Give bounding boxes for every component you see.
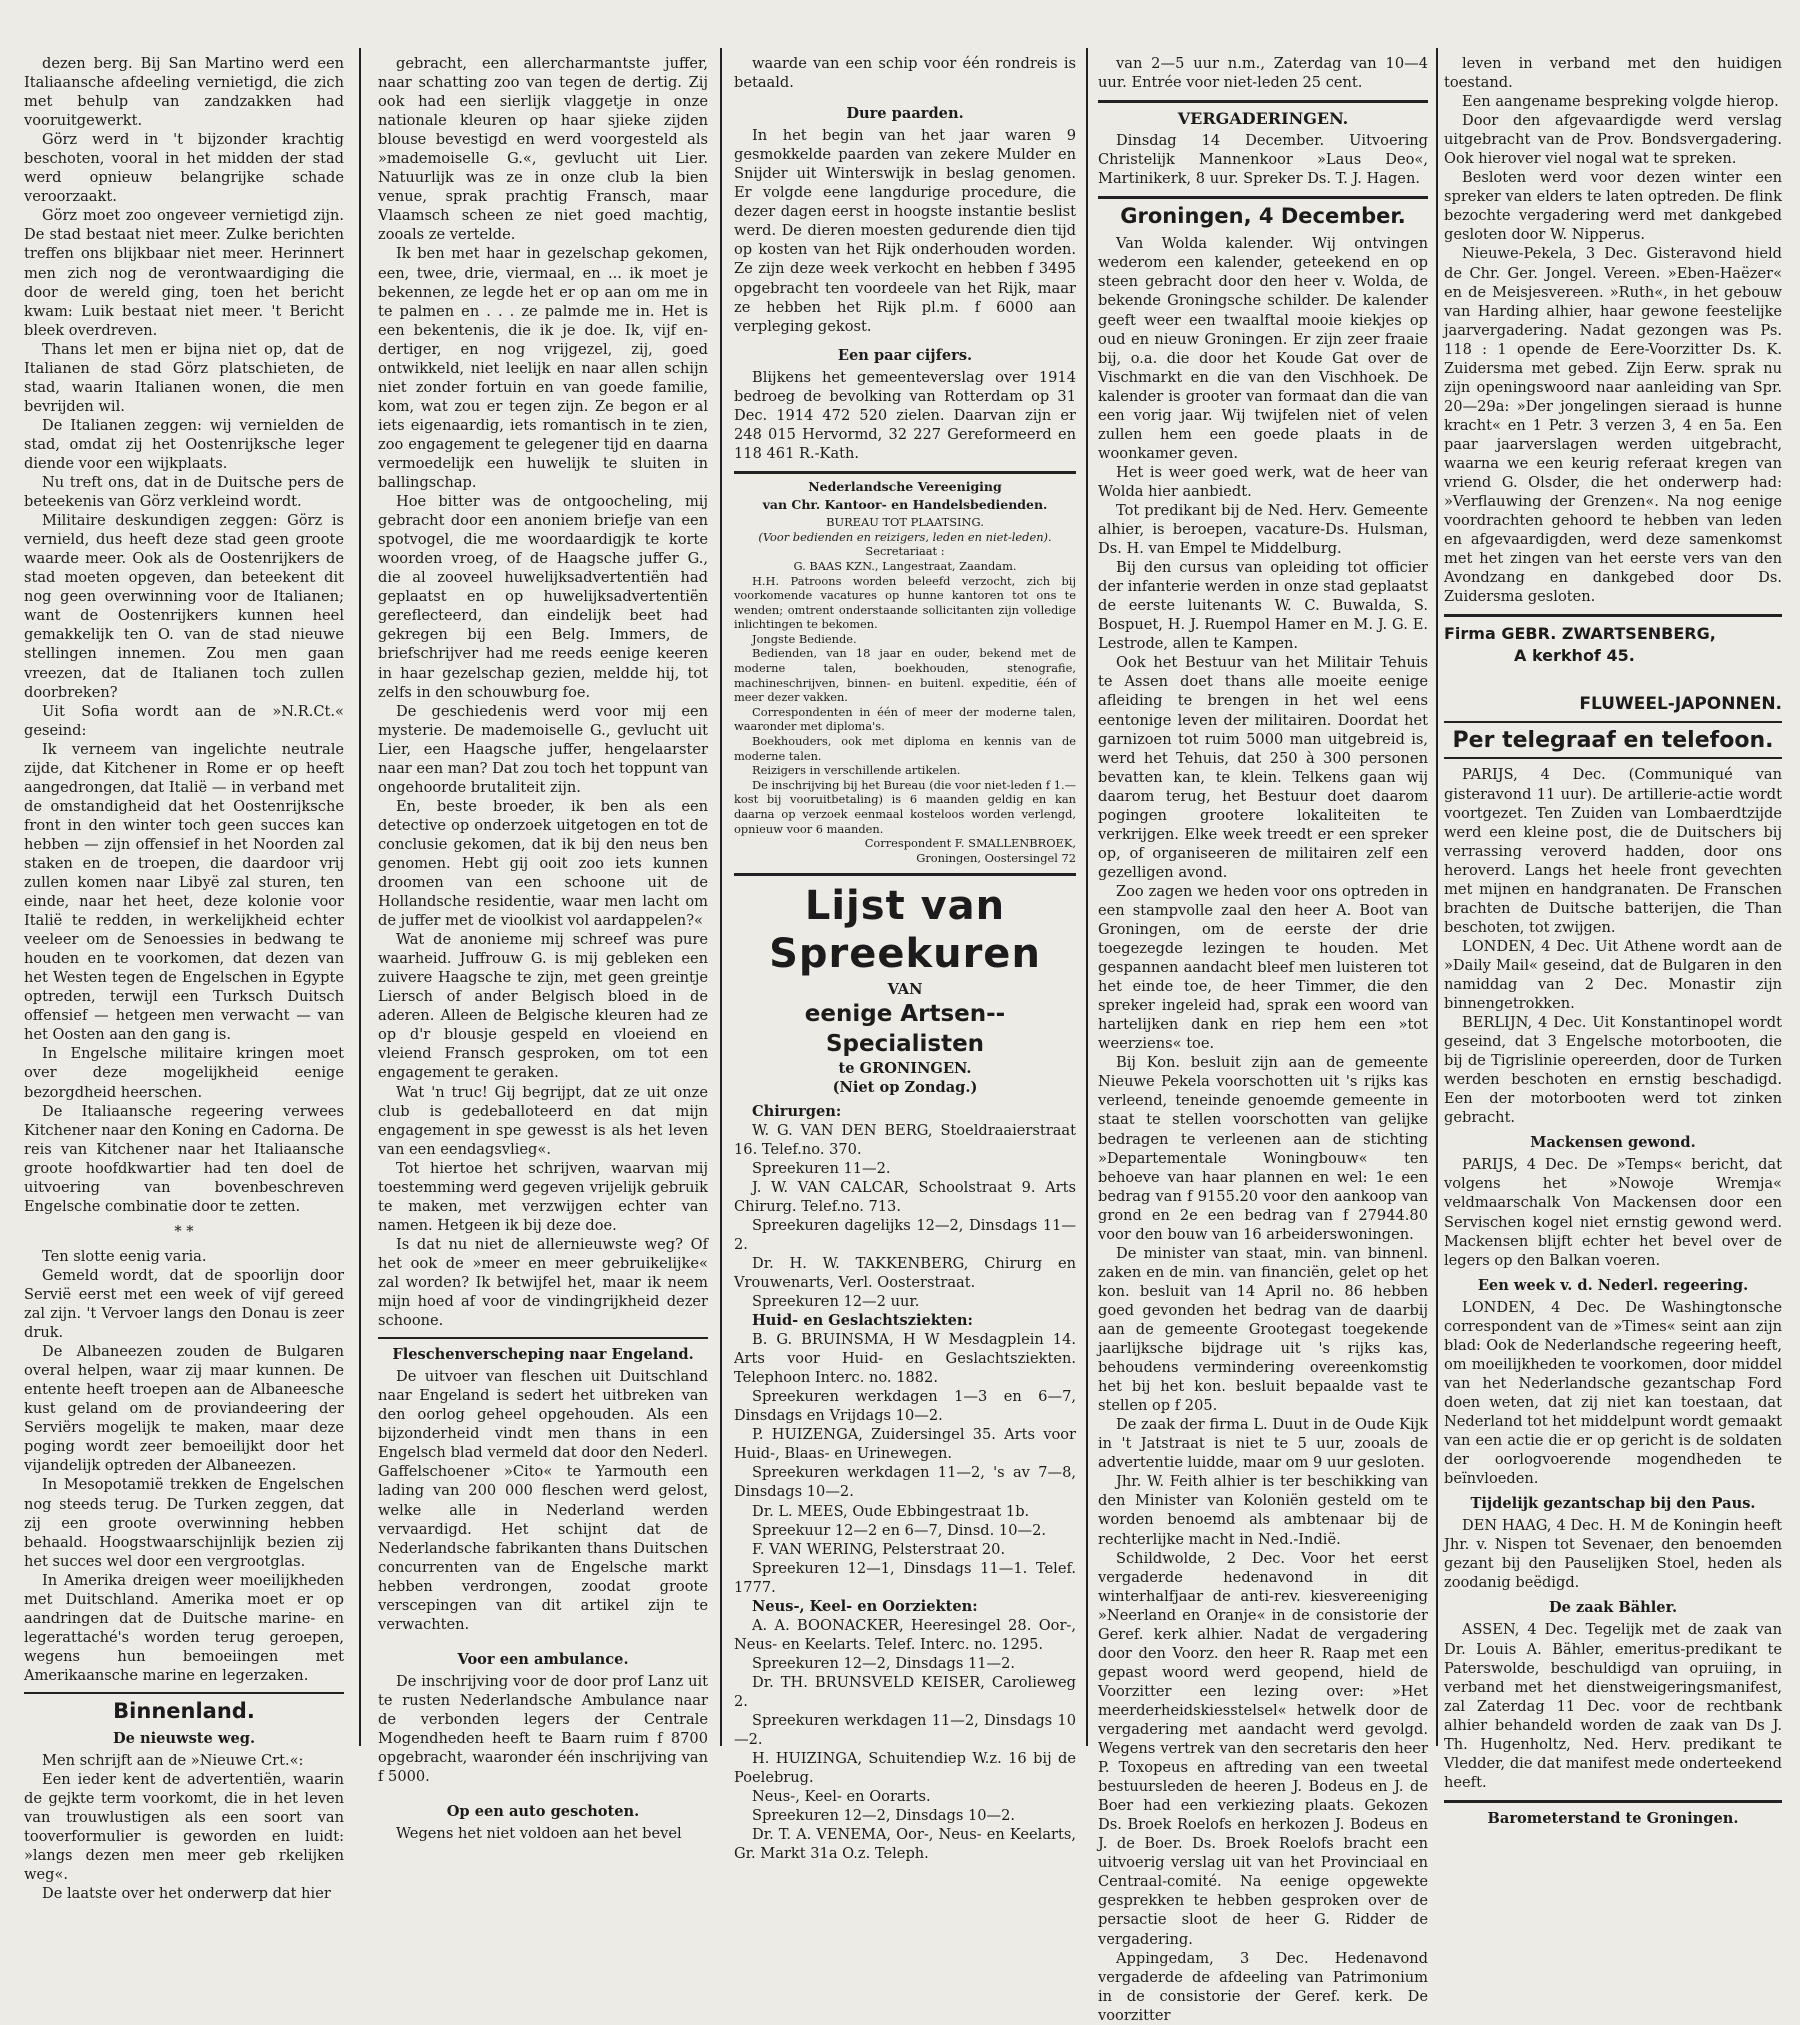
paragraph: Jhr. W. Feith alhier is ter beschikking van den Minister van Koloniën gesteld om te worden benoemd als ambtenaar bij de rechterlijke macht in Ned.-Indië. — [1098, 1473, 1428, 1548]
paragraph: De inschrijving bij het Bureau (die voor niet-leden f 1.— kost bij vooruitbetaling) is 6 maanden geldig en kan daarna op verzoek eenmaal kosteloos worden verlengd, opnieuw voor 6 maanden. — [734, 777, 1076, 836]
paragraph: Bedienden, van 18 jaar en ouder, bekend met de moderne talen, boekhouden, stenografie, machineschrijven, binnen- en buitenl. expeditie, één of meer dezer vakken. — [734, 646, 1076, 705]
col5-tele — [1444, 765, 1782, 1127]
paragraph: Dr. L. MEES, Oude Ebbingestraat 1b. — [752, 1502, 1030, 1520]
paragraph: Militaire deskundigen zeggen: Görz is vernield, dus heeft deze stad geen groote waarde meer. Ook als de Oostenrijkers de stad moeten opgeven, dan beteekent dit nog geen overwinning voor de Italianen; want de Oostenrijkers kunnen heel gemakkelijk ten O. van de stad nieuwe stellingen innemen. Zou men gaan vreezen, dat de Italianen toch zullen doorbreken? — [24, 512, 344, 701]
column-rule — [1086, 48, 1088, 1746]
ad-title: Nederlandsche Vereeniging — [808, 478, 1002, 494]
article-title: De zaak Bähler. — [1548, 1599, 1678, 1617]
paragraph: PARIJS, 4 Dec. (Communiqué van gisteravond 11 uur). De artillerie-actie wordt voortgezet. Ten Zuiden van Lombaerdtzijde werd een kleine post, die de Duitschers bij verrassing veroverd hadden, door ons heroverd. Langs het heele front gevechten met mijnen en handgranaten. De Franschen brachten de Duitsche batterijen, die Than beschoten, tot zwijgen. — [1444, 766, 1782, 936]
paragraph: De geschiedenis werd voor mij een mysterie. De mademoiselle G., gevlucht uit Lier, een Haagsche juffer, hengelaarster naar een man? Dat zou toch het toppunt van ongehoorde brutaliteit zijn. — [378, 702, 708, 796]
section-title-binnenland: Binnenland. — [113, 1698, 255, 1723]
paragraph: Zoo zagen we heden voor ons optreden in een stampvolle zaal den heer A. Boot van Groningen, om de eerste der drie toegezegde lezingen te houden. Met gespannen aandacht bleef men luisteren tot het einde toe, de heer Timmer, die den spreker ingeleid had, sprak een woord van hartelijken dank en riep hem een »tot weerziens« toe. — [1098, 882, 1428, 1053]
column-3 — [734, 54, 1076, 1863]
paragraph: Ten slotte eenig varia. — [42, 1247, 207, 1265]
ad-signature: Correspondent F. SMALLENBROEK, — [864, 836, 1076, 851]
article-title: Fleschenverscheping naar Engeland. — [392, 1346, 694, 1364]
paragraph: Spreekuren 12—2 uur. — [752, 1292, 920, 1310]
paragraph: Blijkens het gemeenteverslag over 1914 bedroeg de bevolking van Rotterdam op 31 Dec. 1914 472 520 zielen. Daarvan zijn er 248 015 Hervormd, 32 227 Gereformeerd en 118 461 R.-Kath. — [734, 368, 1076, 462]
ad-secretariat: Secretariaat : — [865, 544, 945, 559]
paragraph: J. W. VAN CALCAR, Schoolstraat 9. Arts Chirurg. Telef.no. 713. — [734, 1178, 1076, 1215]
section-title-groningen: Groningen, 4 December. — [1120, 204, 1406, 229]
column-rule — [720, 48, 722, 1746]
paragraph: PARIJS, 4 Dec. De »Temps« bericht, dat volgens het »Nowoje Wremja« veldmaarschalk Von Mackensen door een Servischen kogel niet ernstig gewond werd. Mackensen blijft echter het bevel over de legers op den Balkan voeren. — [1444, 1156, 1782, 1269]
paragraph: Spreekuren werkdagen 1—3 en 6—7, Dinsdags en Vrijdags 10—2. — [734, 1388, 1076, 1425]
col5-bahler — [1444, 1620, 1782, 1791]
paragraph: Appingedam, 3 Dec. Hedenavond vergaderde de afdeeling van Patrimonium in de consistorie der Geref. kerk. De voorzitter — [1098, 1949, 1428, 2024]
ad-note: (Voor bedienden en reizigers, leden en niet-leden). — [758, 529, 1052, 544]
paragraph: Jongste Bediende. — [752, 631, 857, 646]
paragraph: H. HUIZINGA, Schuitendiep W.z. 16 bij de Poelebrug. — [734, 1750, 1076, 1787]
paragraph: Spreekuren 12—1, Dinsdags 11—1. Telef. 1777. — [734, 1559, 1076, 1596]
asterism: * * — [174, 1222, 194, 1240]
paragraph: LONDEN, 4 Dec. De Washingtonsche correspondent van de »Times« seint aan zijn blad: Ook de Nederlandsche regeering heeft, om moeilijkheden te voorkomen, door middel van het Nederlandsche gezantschap Ford doen weten, dat zij niet kan toestaan, dat Nederland tot het middelpunt wordt gemaakt van een actie die er op gericht is de soldaten der oorlogvoerende mogendheden te beïnvloeden. — [1444, 1298, 1782, 1488]
divider — [734, 873, 1076, 876]
col1-body — [24, 54, 344, 1216]
category-heading: Neus-, Keel- en Oorziekten: — [752, 1597, 978, 1615]
ad-address: G. BAAS KZN., Langestraat, Zaandam. — [793, 558, 1017, 573]
col4-city — [1098, 234, 1428, 2024]
paragraph: Spreekuur 12—2 en 6—7, Dinsd. 10—2. — [752, 1521, 1047, 1539]
paragraph: Dinsdag 14 December. Uitvoering Christelijk Mannenkoor »Laus Deo«, Martinikerk, 8 uur. Spreker Ds. T. J. Hagen. — [1098, 132, 1428, 188]
paragraph: DEN HAAG, 4 Dec. H. M de Koningin heeft Jhr. v. Nispen tot Sevenaer, den benoemden gezant bij den Pauselijken Stoel, heden als zoodanig beëdigd. — [1444, 1517, 1782, 1592]
paragraph: Görz moet zoo ongeveer vernietigd zijn. De stad bestaat niet meer. Zulke berichten treffen ons blijkbaar niet meer. Herinnert men zich nog de verontwaardiging die door de wereld ging, toen het bericht kwam: Luik bestaat niet meer. 't Bericht bleek overdreven. — [24, 207, 344, 339]
col5-body — [1444, 54, 1782, 606]
paragraph: Reizigers in verschillende artikelen. — [752, 763, 961, 778]
article-title: Een paar cijfers. — [837, 346, 973, 364]
spreekuren-subtitle: eenige Artsen--Specialisten — [804, 1001, 1006, 1058]
col5-mack — [1444, 1155, 1782, 1269]
paragraph: Een ieder kent de advertentiën, waarin de gejkte term voorkomt, die in het leven van trouwlustigen als een soort van tooverformulier is geworden en luidt: »langs dezen men meer geb rkelijken weg«. — [24, 1771, 344, 1884]
paragraph: Spreekuren werkdagen 11—2, Dinsdags 10—2. — [734, 1712, 1076, 1749]
paragraph: Neus-, Keel- en Oorarts. — [752, 1788, 931, 1806]
ad-bureau: BUREAU TOT PLAATSING. — [826, 515, 984, 530]
paragraph: P. HUIZENGA, Zuidersingel 35. Arts voor Huid-, Blaas- en Urinewegen. — [734, 1426, 1076, 1463]
paragraph: Schildwolde, 2 Dec. Voor het eerst vergaderde hedenavond in dit winterhalfjaar de anti-rev. kiesvereeniging »Neerland en Oranje« in de consistorie der Geref. kerk alhier. Nadat de vergadering door den Voorz. den heer R. Raap met een gepast woord werd geopend, hield de Voorzitter een lezing over: »Het meerderheidskiesstelsel« hetwelk door de vergadering met aandacht werd gevolgd. Wegens vertrek van den secretaris den heer P. Toxopeus en aftreding van een tweetal bestuursleden de heeren J. Bodeus en J. de Boer had een verkiezing plaats. Gekozen Ds. Broek Roelofs en herkozen J. Bodeus en J. de Boer. Ds. Broek Roelofs bracht een uitvoerig verslag uit van het Provinciaal en Centraal-comité. Na eenige opgewekte gesprekken te hebben gesproken over de persactie sloot de heer G. Ridder de vergadering. — [1098, 1549, 1428, 1948]
paragraph: Hoe bitter was de ontgoocheling, mij gebracht door een anoniem briefje van een spotvogel, die me woordaardigjk te korte woorden vroeg, of de Haagsche juffer G., die al zooveel huwelijksadvertentiën had geplaatst en op huwelijksadvertentiën gereflecteerd, dan eindelijk beet had gekregen bij een Belg. Immers, de briefschrijver had me reeds eenige keeren in haar gezelschap gezien, meldde hij, tot zelfs in den schouwburg foe. — [378, 493, 708, 701]
paragraph: De Italiaansche regeering verwees Kitchener naar den Koning en Cadorna. De reis van Kitchener naar het Italiaansche groote hoofdkwartier had ten doel de uitvoering van bovenbeschreven Engelsche combinatie door te zetten. — [24, 1102, 344, 1215]
col2-body-2 — [378, 1367, 708, 1634]
article-title: Op een auto geschoten. — [446, 1803, 640, 1821]
col5-paus — [1444, 1516, 1782, 1592]
article-title: Mackensen gewond. — [1530, 1134, 1696, 1152]
column-4 — [1098, 54, 1428, 2024]
spreekuren-city: te GRONINGEN. — [838, 1060, 972, 1078]
category-heading: Chirurgen: — [752, 1102, 842, 1120]
paragraph: Wat 'n truc! Gij begrijpt, dat ze uit onze club is gedeballoteerd en dat mijn engagement in spe gewesst is als het leven van een eendagsvlieg«. — [378, 1083, 708, 1158]
paragraph: Spreekuren 12—2, Dinsdags 10—2. — [752, 1807, 1016, 1825]
ad-title: van Chr. Kantoor- en Handelsbedienden. — [762, 496, 1048, 512]
section-title-telegraaf: Per telegraaf en telefoon. — [1452, 728, 1774, 754]
paragraph: De laatste over het onderwerp dat hier — [42, 1885, 331, 1903]
paragraph: Görz werd in 't bijzonder krachtig beschoten, vooral in het midden der stad werd opnieuw belangrijke schade veroorzaakt. — [24, 131, 344, 206]
column-5 — [1444, 54, 1782, 1827]
column-rule — [359, 48, 361, 1746]
paragraph: De Albaneezen zouden de Bulgaren overal helpen, waar zij maar kunnen. De entente heeft troepen aan de Albaneesche kust geland om de proviandeering der Serviërs mogelijk te maken, maar deze poging wordt zeer bemoeilijkt door het vijandelijk optreden der Albaneezen. — [24, 1343, 344, 1475]
firm-address: A kerkhof 45. — [1514, 646, 1635, 666]
column-1 — [24, 54, 344, 1903]
paragraph: BERLIJN, 4 Dec. Uit Konstantinopel wordt geseind, dat 3 Engelsche motorbooten, die bij de Tigrislinie opereerden, door de Turken werden beschoten en ernstig beschadigd. Een der motorbooten werd tot zinken gebracht. — [1444, 1014, 1782, 1127]
divider — [1098, 100, 1428, 103]
section-title-vergaderingen: VERGADERINGEN. — [1177, 109, 1349, 129]
divider — [734, 471, 1076, 474]
paragraph: Wat de anonieme mij schreef was pure waarheid. Juffrouw G. is mij gebleken een zuivere Haagsche te zijn, met geen greintje Liersch of ander Belgisch bloed in de aderen. Alleen de Belgische kleuren had ze op d'r blousje gespeld en vloeiend en vleiend Fransch gesproken, om tot een engagement te geraken. — [378, 931, 708, 1082]
paragraph: Spreekuren 12—2, Dinsdags 11—2. — [752, 1654, 1016, 1672]
article-title: De nieuwste weg. — [112, 1730, 256, 1748]
col3-body — [734, 54, 1076, 92]
ad-body — [734, 574, 1076, 837]
col5-week — [1444, 1298, 1782, 1488]
col2-body-3 — [378, 1672, 708, 1786]
paragraph: Spreekuren dagelijks 12—2, Dinsdags 11—2. — [734, 1216, 1076, 1253]
divider — [1444, 1800, 1782, 1803]
col1-body-3 — [24, 1751, 344, 1903]
divider — [24, 1692, 344, 1694]
paragraph: Gemeld wordt, dat de spoorlijn door Servië eerst met een week of vijf gereed zal zijn. 't Vervoer langs den Donau is zeer druk. — [24, 1266, 344, 1342]
divider — [1444, 721, 1782, 723]
paragraph: waarde van een schip voor één rondreis is betaald. — [734, 55, 1076, 92]
paragraph: Dr. TH. BRUNSVELD KEISER, Carolieweg 2. — [734, 1673, 1076, 1710]
paragraph: Bij den cursus van opleiding tot officier der infanterie werden in onze stad geplaatst de eerste luitenants W. C. Buwalda, S. Bospuet, H. J. Ruempol Hamer en M. J. G. E. Lestrode, allen te Kampen. — [1098, 559, 1428, 653]
paragraph: In Engelsche militaire kringen moet over deze mogelijkheid eenige bezorgdheid heerschen. — [24, 1045, 344, 1101]
paragraph: Besloten werd voor dezen winter een spreker van elders te laten optreden. De flink bezochte vergadering werd met dankgebed gesloten door W. Nipperus. — [1444, 169, 1782, 244]
paragraph: De Italianen zeggen: wij vernielden de stad, omdat zij het Oostenrijksche leger diende voor een wijkplaats. — [24, 416, 344, 472]
paragraph: Ik verneem van ingelichte neutrale zijde, dat Kitchener in Rome er op heeft aangedrongen, dat Italië — in verband met de omstandigheid dat het Oostenrijksche front in den winter toch geen succes kan hebben — zijn offensief in het Noorden zal staken en de troepen, die daardoor vrij zullen komen naar Libyë zal sturen, ten einde, naar het heet, deze kolonie voor Italië te redden, in werkelijkheid echter veeleer om de Senoessies in bedwang te houden en te voorkomen, dat dezen van het Westen tegen de Engelschen in Egypte optreden, terwijl een Turksch Duitsch offensief — hetgeen men verwacht — van het Oosten aan den gang is. — [24, 740, 344, 1044]
paragraph: Correspondenten in één of meer der moderne talen, waaronder met diploma's. — [734, 704, 1076, 734]
spreekuren-van: VAN — [887, 981, 923, 999]
paragraph: Uit Sofia wordt aan de »N.R.Ct.« geseind: — [24, 702, 344, 739]
col3-body-2 — [734, 368, 1076, 463]
paragraph: Ik ben met haar in gezelschap gekomen, een, twee, drie, viermaal, en ... ik moet je bekennen, ze legde het er op aan om me in te palmen en . . . ze palmde me in. Het is een bekentenis, die ik je doe. Ik, vijf en-dertiger, en nog vrijgezel, zij, goed ontwikkeld, niet leelijk en naar allen schijn niet zonder fortuin en van goede familie, kom, wat zou er tegen zijn. Ze begon er al iets eigenaardig, iets romantisch in te zien, zoo engagement te gelegener tijd en daarna vermoedelijk een huwelijk te sluiten in ballingschap. — [378, 245, 708, 492]
col3-body-1 — [734, 126, 1076, 336]
divider — [1444, 757, 1782, 759]
paragraph: Nieuwe-Pekela, 3 Dec. Gisteravond hield de Chr. Ger. Jongel. Vereen. »Eben-Haëzer« en de Meisjesvereen. »Ruth«, in het gebouw van Harding alhier, haar gewone feestelijke jaarvergadering. Nadat gezongen was Ps. 118 : 1 opende de Eere-Voorzitter Ds. K. Zuidersma met gebed. Zijn Eerw. sprak nu zijn openingswoord naar aanleiding van Spr. 20—29a: »Der jongelingen sieraad is hunne kracht« en 1 Petr. 3 verzen 3, 4 en 5a. Een paar jaarverslagen werden uitgebracht, waarna we een keurig referaat kregen van vriend G. Olsder, die het onderwerp had: »Verflauwing der Grenzen«. Na nog eenige voordrachten gehoord te hebben van leden en afgevaardigden, werd deze samenkomst met het zingen van het eerste vers van den Avondzang en dankgebed door Ds. Zuidersma gesloten. — [1444, 245, 1782, 606]
paragraph: W. G. VAN DEN BERG, Stoeldraaierstraat 16. Telef.no. 370. — [734, 1121, 1076, 1158]
paragraph: Wegens het niet voldoen aan het bevel — [396, 1825, 682, 1843]
paragraph: Tot predikant bij de Ned. Herv. Gemeente alhier, is beroepen, vacature-Ds. Hulsman, Ds. H. van Empel te Middelburg. — [1098, 501, 1428, 558]
paragraph: Een aangename bespreking volgde hierop. — [1462, 93, 1779, 111]
paragraph: En, beste broeder, ik ben als een detective op onderzoek uitgetogen en tot de conclusie gekomen, dat ik bij den neus ben genomen. Hebt gij ooit zoo iets kunnen droomen van een schoone uit de Hollandsche residentie, waar men lacht om de juffer met de vioolkist vol aardappelen?« — [378, 797, 708, 930]
col2-body — [378, 54, 708, 1330]
paragraph: gebracht, een allercharmantste juffer, naar schatting zoo van tegen de dertig. Zij ook had een sierlijk vlaggetje in onze nationale kleuren op haar sjieke zijden blouse bevestigd en werd voorgesteld als »mademoiselle G.«, gevlucht uit Lier. Natuurlijk was ze in onze club la bien venue, sprak prachtig Fransch, maar Vlaamsch scheen ze niet goed machtig, zooals ze vertelde. — [378, 55, 708, 244]
paragraph: LONDEN, 4 Dec. Uit Athene wordt aan de »Daily Mail« geseind, dat de Bulgaren in den namiddag van 2 Dec. Monastir zijn binnengetrokken. — [1444, 937, 1782, 1013]
column-rule — [1436, 48, 1438, 1746]
paragraph: De zaak der firma L. Duut in de Oude Kijk in 't Jatstraat is niet te 5 uur, zooals de advertentie luidde, maar om 9 uur gesloten. — [1098, 1416, 1428, 1472]
spreekuren-note: (Niet op Zondag.) — [832, 1079, 978, 1097]
paragraph: Is dat nu niet de allernieuwste weg? Of het ook de »meer en meer gebruikelijke« zal worden? Ik betwijfel het, maar ik neem mijn hoed af voor de vindingrijkheid dezer schoone. — [378, 1235, 708, 1330]
paragraph: Tot hiertoe het schrijven, waarvan mij toestemming werd gegeven vrijelijk gebruik te maken, met verzwijgen echter van namen. Hetgeen ik bij deze doe. — [378, 1159, 708, 1234]
paragraph: Spreekuren werkdagen 11—2, 's av 7—8, Dinsdags 10—2. — [734, 1464, 1076, 1501]
category-heading: Huid- en Geslachtsziekten: — [752, 1312, 973, 1330]
article-title: Tijdelijk gezantschap bij den Paus. — [1470, 1495, 1756, 1513]
paragraph: Dr. H. W. TAKKENBERG, Chirurg en Vrouwenarts, Verl. Oosterstraat. — [734, 1254, 1076, 1291]
col1-body-2 — [24, 1247, 344, 1685]
divider — [1444, 614, 1782, 617]
paragraph: leven in verband met den huidigen toestand. — [1444, 55, 1782, 92]
paragraph: De minister van staat, min. van binnenl. zaken en de min. van financiën, gelet op het kon. besluit van 14 April no. 86 hebben goed gevonden het bedrag van de daarbij aan de gemeente Grootegast toegekende jaarlijksche bijdrage uit 's rijks kas, behoudens vermindering overeenkomstig het bij het kon. besluit bepaalde vast te stellen op f 205. — [1098, 1244, 1428, 1415]
paragraph: Het is weer goed werk, wat de heer van Wolda hier aanbiedt. — [1098, 463, 1428, 500]
paragraph: Nu treft ons, dat in de Duitsche pers de beteekenis van Görz verkleind wordt. — [24, 474, 344, 511]
paragraph: Ook het Bestuur van het Militair Tehuis te Assen doet thans alle moeite eenige afleiding te brengen in het wel eens eentonige leven der militairen. Doordat het garnizoen tot ruim 5000 man uitgebreid is, werd het Tehuis, dat 250 à 300 personen bevatten kan, te klein. Telkens gaan wij daarom terug, het Bestuur doet daarom pogingen grootere lokaliteiten te verkrijgen. Elke week treedt er een spreker op, of organiseeren de militairen zelf een gezelligen avond. — [1098, 654, 1428, 881]
paragraph: In het begin van het jaar waren 9 gesmokkelde paarden van zekere Mulder en Snijder uit Winterswijk in beslag genomen. Er volgde eene langdurige procedure, die dezer dagen eerst in hoogste instantie beslist werd. De dieren moesten gedurende dien tijd op kosten van het Rijk onderhouden worden. Ze zijn deze week verkocht en hebben f 3495 opgebracht ten voordeele van het Rijk, maar ze hebben het Rijk pl.m. f 6000 aan verpleging gekost. — [734, 127, 1076, 335]
paragraph: In Amerika dreigen weer moeilijkheden met Duitschland. Amerika moet er op aandringen dat de Duitsche marine- en legerattaché's worden terug geroepen, wegens hun bemoeiingen met Amerikaansche marine en legerzaken. — [24, 1571, 344, 1684]
paragraph: De uitvoer van fleschen uit Duitschland naar Engeland is sedert het uitbreken van den oorlog geheel opgehouden. Als een bijzonderheid vindt men thans in een Engelsch blad vermeld dat door den Nederl. Gaffelschoener »Cito« te Yarmouth een lading van 200 000 fleschen werd gelost, welke alle in Nederland werden vervaardigd. Het schijnt dat de Nederlandsche fabrikanten thans Duitschen concurrenten van de Engelsche markt hebben verdrongen, zoodat groote verscepingen van dit artikel zijn te verwachten. — [378, 1368, 708, 1633]
paragraph: dezen berg. Bij San Martino werd een Italiaansche afdeeling vernietigd, die zich met behulp van zandzakken had vooruitgewerkt. — [24, 55, 344, 130]
paragraph: In Mesopotamië trekken de Engelschen nog steeds terug. De Turken zeggen, dat zij een groote overwinning hebben behaald. Hoogstwaarschijnlijk bezien zij het succes wel door een vergrootglas. — [24, 1476, 344, 1570]
article-title: Een week v. d. Nederl. regeering. — [1477, 1276, 1749, 1294]
paragraph: Spreekuren 11—2. — [752, 1159, 891, 1177]
paragraph: Bij Kon. besluit zijn aan de gemeente Nieuwe Pekela voorschotten uit 's rijks kas verleend, teneinde genoemde gemeente in staat te stellen voorschotten van gelijke bedragen te verleenen aan de stichting »Departementale Woningbouw« ten behoeve van haar plannen en wel: 1e een bedrag van f 9155.20 voor den aankoop van grond en 2e een bedrag van f 27944.80 voor den bouw van 16 arbeiderswoningen. — [1098, 1054, 1428, 1243]
fluweel-heading: FLUWEEL-JAPONNEN. — [1579, 694, 1782, 715]
chirurgen-list — [734, 1121, 1076, 1311]
divider — [1098, 196, 1428, 199]
paragraph: Thans let men er bijna niet op, dat de Italianen de stad Görz platschieten, de stad, waarin Italianen wonen, die men bevrijden wil. — [24, 340, 344, 415]
divider — [378, 1337, 708, 1339]
article-title: Voor een ambulance. — [457, 1650, 629, 1668]
paragraph: Dr. T. A. VENEMA, Oor-, Neus- en Keelarts, Gr. Markt 31a O.z. Teleph. — [734, 1826, 1076, 1863]
paragraph: A. A. BOONACKER, Heeresingel 28. Oor-, Neus- en Keelarts. Telef. Interc. no. 1295. — [734, 1616, 1076, 1653]
col4-body — [1098, 54, 1428, 92]
paragraph: Van Wolda kalender. Wij ontvingen wederom een kalender, geteekend en op steen gebracht door den heer v. Wolda, de bekende Groningsche schilder. De kalender geeft weer een twaalftal mooie kiekjes op oud en nieuw Groningen. Er zijn zeer fraaie bij, o.a. die door het Koude Gat over de Vischmarkt en die van den Vischhoek. De kalender is grooter van formaat dan die van een vorig jaar. Wij twijfelen niet of velen zullen hem een goede plaats in de woonkamer geven. — [1098, 235, 1428, 462]
paragraph: De inschrijving voor de door prof Lanz uit te rusten Nederlandsche Ambulance naar de verbonden legers der Centrale Mogendheden heeft te Baarn ruim f 8700 opgebracht, waaronder één inschrijving van f 5000. — [378, 1672, 708, 1786]
article-title: Barometerstand te Groningen. — [1487, 1809, 1739, 1827]
ad-signature: Groningen, Oostersingel 72 — [916, 850, 1076, 865]
article-title: Dure paarden. — [846, 105, 964, 123]
paragraph: van 2—5 uur n.m., Zaterdag van 10—4 uur. Entrée voor niet-leden 25 cent. — [1098, 55, 1428, 92]
paragraph: B. G. BRUINSMA, H W Mesdagplein 14. Arts voor Huid- en Geslachtsziekten. Telephoon Interc. no. 1882. — [734, 1331, 1076, 1387]
column-2 — [378, 54, 708, 1843]
firm-name: Firma GEBR. ZWARTSENBERG, — [1444, 624, 1716, 644]
paragraph: H.H. Patroons worden beleefd verzocht, zich bij voorkomende vacatures op hunne kantoren tot ons te wenden; omtrent onderstaande sollicitanten zijn volledige inlichtingen te bekomen. — [734, 573, 1076, 632]
paragraph: Men schrijft aan de »Nieuwe Crt.«: — [42, 1752, 304, 1770]
huid-list — [734, 1330, 1076, 1597]
col4-verg — [1098, 131, 1428, 188]
col2-body-4 — [378, 1824, 708, 1843]
paragraph: Boekhouders, ook met diploma en kennis van de moderne talen. — [734, 734, 1076, 763]
paragraph: ASSEN, 4 Dec. Tegelijk met de zaak van Dr. Louis A. Bähler, emeritus-predikant te Paterswolde, beschuldigd van opruiing, in verband met het dienstweigeringsmanifest, zal Zaterdag 11 Dec. voor de rechtbank alhier behandeld worden de zaak van Ds J. Th. Hugenholtz, Ned. Herv. predikant te Vledder, die dat manifest mede onderteekend heeft. — [1444, 1621, 1782, 1791]
paragraph: F. VAN WERING, Pelsterstraat 20. — [752, 1540, 1006, 1558]
spreekuren-title: Lijst van Spreekuren — [769, 883, 1041, 978]
paragraph: Door den afgevaardigde werd verslag uitgebracht van de Prov. Bondsvergadering. Ook hierover viel nogal wat te spreken. — [1444, 112, 1782, 168]
neus-list — [734, 1616, 1076, 1864]
